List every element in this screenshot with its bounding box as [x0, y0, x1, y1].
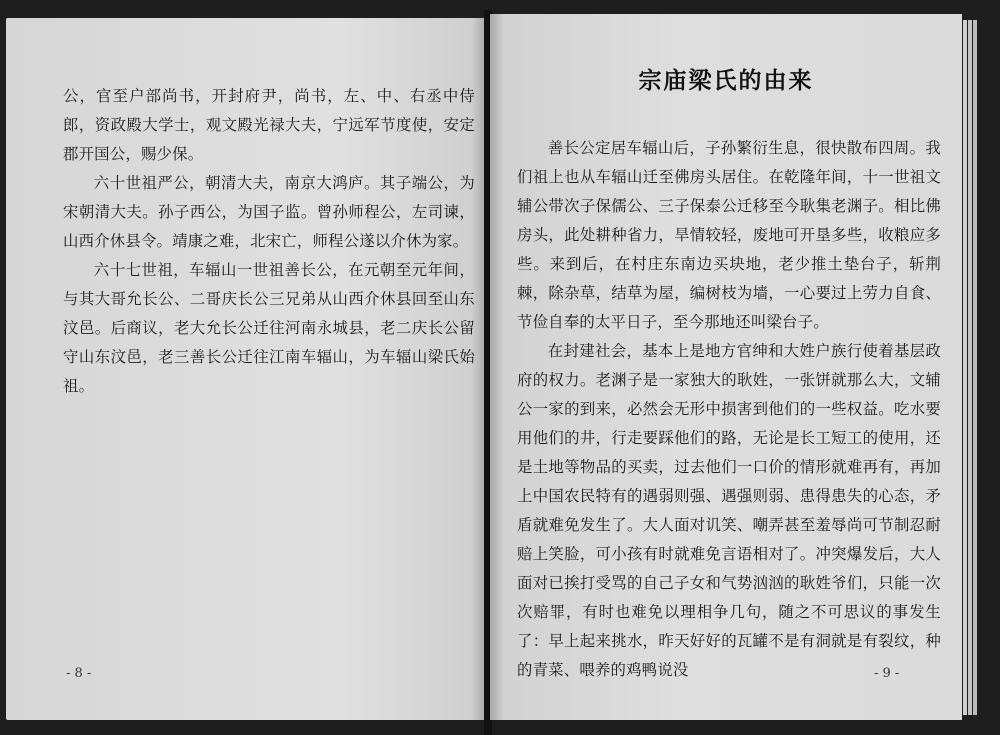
right-page-body [517, 134, 941, 685]
paragraph: 六十七世祖，车辐山一世祖善长公，在元朝至元年间，与其大哥允长公、二哥庆长公三兄弟从山西介休县回至山东汶邑。后商议，老大允长公迁往河南永城县，老二庆长公留守山东汶邑，老三善长公迁往江南车辐山，为车辐山梁氏始祖。 [63, 261, 475, 395]
right-page [490, 14, 962, 720]
page-edge [963, 20, 967, 715]
page-edge [973, 20, 977, 715]
paragraph: 善长公定居车辐山后，子孙繁衍生息，很快散布四周。我们祖上也从车辐山迁至佛房头居住。在乾隆年间，十一世祖文辅公带次子保儒公、三子保泰公迁移至今耿集老渊子。相比佛房头，此处耕种省力，旱情较轻，废地可开垦多些，收粮应多些。来到后，在村庄东南边买块地，老少推土垫台子，斩荆棘，除杂草，结草为屋，编树枝为墙，一心要过上劳力自食、节俭自奉的太平日子，至今那地还叫梁台子。 [517, 139, 941, 331]
page-number: - 9 - [874, 666, 900, 681]
page-number: - 8 - [66, 666, 92, 681]
paragraph: 在封建社会，基本上是地方官绅和大姓户族行使着基层政府的权力。老渊子是一家独大的耿姓，一张饼就那么大，文辅公一家的到来，必然会无形中损害到他们的一些权益。吃水要用他们的井，行走要踩他们的路，无论是长工短工的使用，还是土地等物品的买卖，过去他们一口价的情形就难再有，再加上中国农民特有的遇弱则强、遇强则弱、患得患失的心态，矛盾就难免发生了。大人面对讥笑、嘲弄甚至羞辱尚可节制忍耐赔上笑脸，可小孩有时就难免言语相对了。冲突爆发后，大人面对已挨打受骂的自己子女和气势汹汹的耿姓爷们，只能一次次赔罪，有时也难免以理相争几句，随之不可思议的事发生了：早上起来挑水，昨天好好的瓦罐不是有洞就是有裂纹，种的青菜、喂养的鸡鸭说没 [517, 342, 941, 679]
left-page-body [63, 82, 475, 401]
paragraph: 公，官至户部尚书，开封府尹，尚书，左、中、右丞中侍郎，资政殿大学士，观文殿光禄大夫，宁远军节度使，安定郡开国公，赐少保。 [63, 87, 475, 163]
chapter-title: 宗庙梁氏的由来 [638, 68, 814, 94]
paragraph: 六十世祖严公，朝清大夫，南京大鸿庐。其子端公，为宋朝清大夫。孙子西公，为国子监。曾孙师程公，左司谏，山西介休县令。靖康之难，北宋亡，师程公遂以介休为家。 [63, 174, 475, 250]
page-edge [968, 20, 972, 715]
left-page [6, 18, 486, 720]
